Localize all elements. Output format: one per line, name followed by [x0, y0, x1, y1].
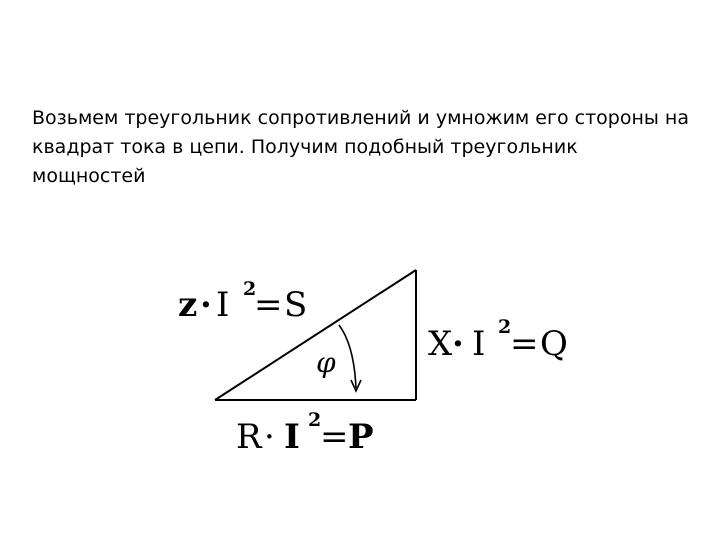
slide-paragraph: Возьмем треугольник сопротивлений и умножим его стороны на квадрат тока в цепи. Получим подобный треугольник мощностей	[32, 107, 689, 187]
vert-var: I	[472, 324, 486, 364]
vert-exp: 2	[498, 316, 512, 338]
hyp-result: S	[284, 285, 308, 325]
base-eq: =	[320, 417, 349, 457]
base-label	[236, 409, 374, 457]
hyp-var: I	[216, 285, 230, 325]
base-result: P	[348, 417, 374, 457]
hypotenuse-label	[178, 278, 307, 325]
base-dot: ·	[264, 417, 275, 457]
hyp-base: z	[178, 285, 198, 325]
hyp-eq: =	[254, 285, 283, 325]
base-base: R	[236, 417, 262, 457]
vertical-label	[428, 316, 568, 364]
vert-result: Q	[540, 324, 568, 364]
vert-base: X	[428, 324, 453, 364]
angle-arc	[339, 325, 356, 388]
hyp-dot: ·	[200, 285, 212, 325]
base-var: I	[284, 417, 300, 457]
vert-dot: ·	[452, 324, 464, 364]
angle-phi-label: φ	[316, 346, 336, 379]
base-exp: 2	[308, 409, 322, 431]
vert-eq: =	[510, 324, 539, 364]
hyp-exp: 2	[243, 278, 257, 300]
